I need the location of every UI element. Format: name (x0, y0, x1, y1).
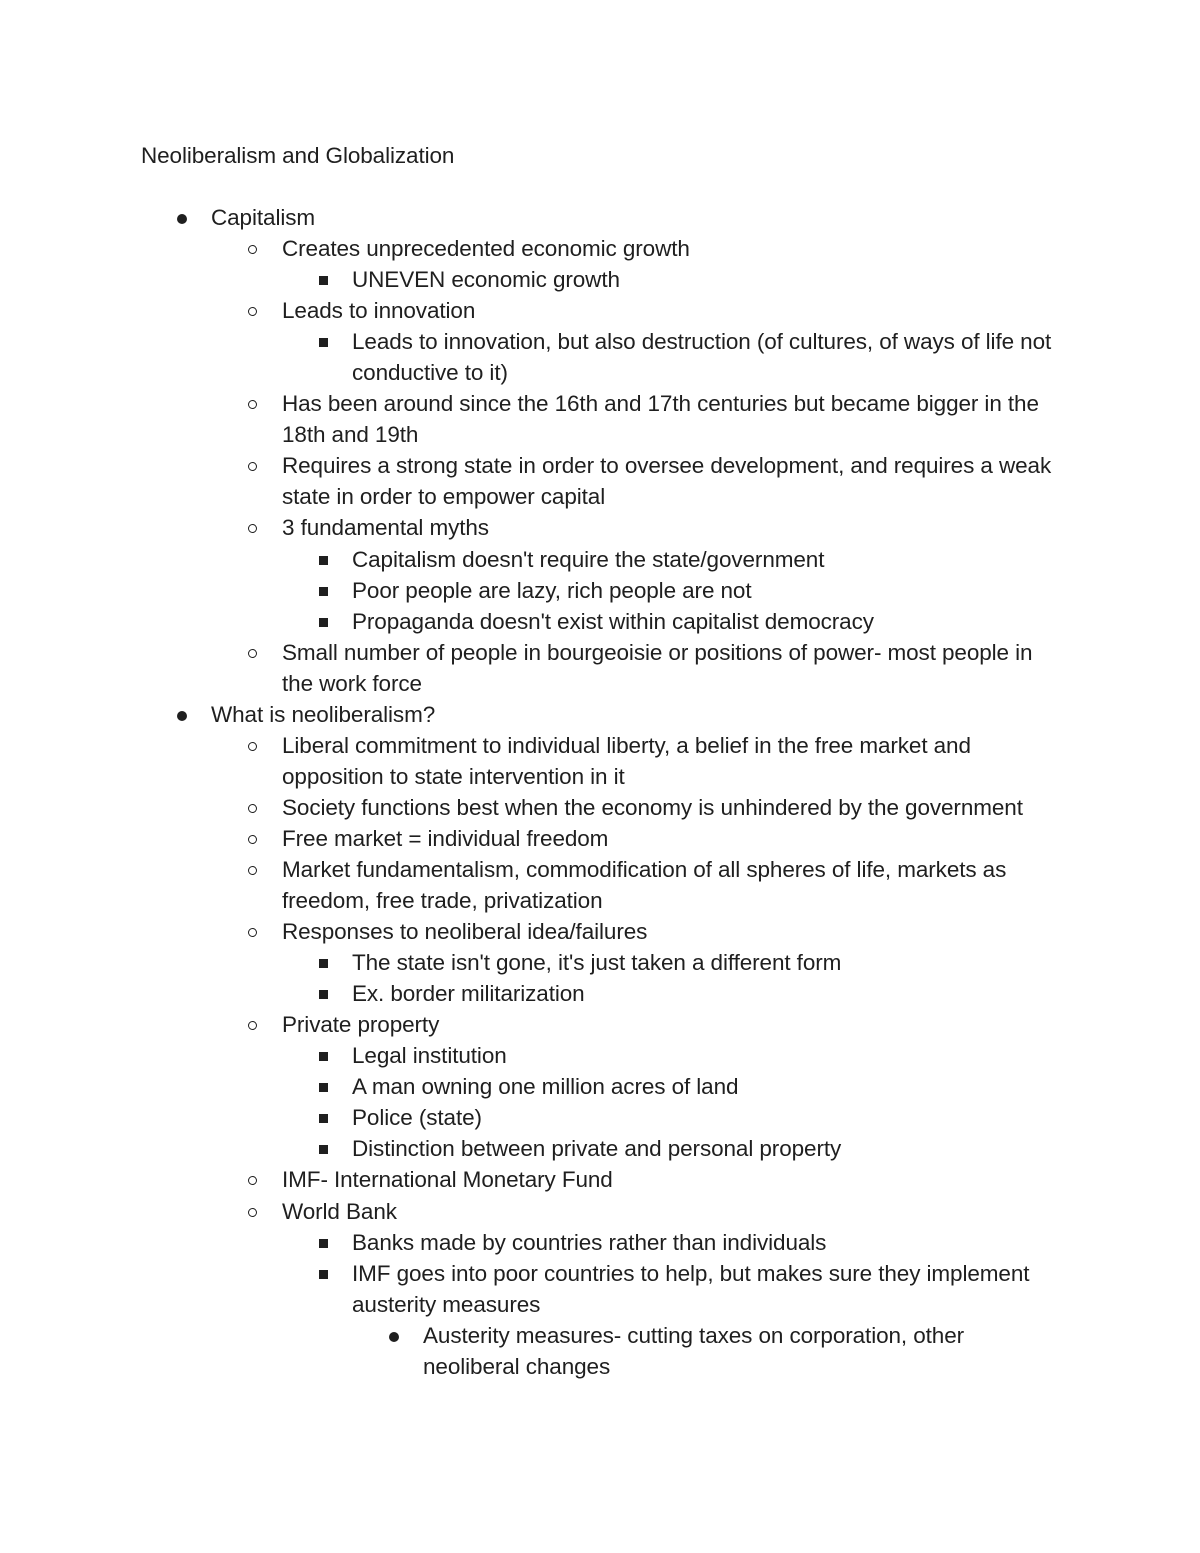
outline-item-level-2 (0, 512, 1200, 543)
outline-item-level-4 (0, 1320, 1200, 1382)
outline-item-level-3 (0, 1102, 1200, 1133)
bullet-outline (0, 202, 1200, 1382)
outline-item-text: Liberal commitment to individual liberty, a belief in the free market and opposition to state intervention in it (282, 732, 971, 789)
outline-item-level-2 (0, 730, 1200, 792)
outline-item-text: Market fundamentalism, commodification of all spheres of life, markets as freedom, free trade, privatization (282, 856, 1007, 914)
outline-item-text: The state isn't gone, it's just taken a different form (352, 950, 842, 976)
outline-item-level-3 (0, 1258, 1200, 1320)
outline-item-level-3 (0, 1071, 1200, 1102)
outline-item-level-2 (0, 233, 1200, 264)
outline-item-text: Small number of people in bourgeoisie or positions of power- most people in the work force (282, 639, 1033, 696)
outline-item-text: Leads to innovation (282, 298, 476, 324)
outline-item-text: Austerity measures- cutting taxes on corporation, other neoliberal changes (423, 1322, 965, 1379)
outline-item-text: Poor people are lazy, rich people are not (352, 577, 752, 603)
outline-item-level-2 (0, 637, 1200, 699)
outline-item-level-3 (0, 1227, 1200, 1258)
document-title: Neoliberalism and Globalization (141, 143, 455, 168)
outline-item-text: Propaganda doesn't exist within capitalist democracy (352, 608, 874, 634)
outline-item-level-3 (0, 326, 1200, 388)
outline-item-text: Police (state) (352, 1105, 482, 1131)
outline-item-level-1 (0, 202, 1200, 233)
outline-item-level-2 (0, 854, 1200, 916)
outline-item-level-2 (0, 295, 1200, 326)
outline-item-level-3 (0, 947, 1200, 978)
outline-item-text: Responses to neoliberal idea/failures (282, 919, 648, 945)
outline-item-text: Capitalism doesn't require the state/government (352, 546, 825, 572)
outline-item-text: Requires a strong state in order to oversee development, and requires a weak state in order to empower capital (282, 453, 1052, 510)
outline-item-text: IMF- International Monetary Fund (282, 1167, 613, 1193)
outline-item-text: Legal institution (352, 1043, 507, 1069)
outline-item-level-1 (0, 699, 1200, 730)
outline-item-text: Society functions best when the economy is unhindered by the government (282, 794, 1023, 820)
outline-item-level-2 (0, 823, 1200, 854)
outline-item-level-2 (0, 1009, 1200, 1040)
outline-item-text: What is neoliberalism? (211, 701, 436, 727)
outline-item-text: World Bank (282, 1198, 397, 1224)
outline-item-text: Banks made by countries rather than individuals (352, 1229, 827, 1255)
outline-item-text: Distinction between private and personal property (352, 1136, 842, 1162)
outline-item-level-2 (0, 1196, 1200, 1227)
outline-item-level-3 (0, 606, 1200, 637)
outline-item-text: Creates unprecedented economic growth (282, 236, 690, 262)
outline-item-text: UNEVEN economic growth (352, 267, 620, 293)
outline-item-level-3 (0, 264, 1200, 295)
outline-item-text: Private property (282, 1012, 440, 1038)
outline-item-text: IMF goes into poor countries to help, but makes sure they implement austerity measures (352, 1260, 1030, 1317)
outline-item-level-3 (0, 1133, 1200, 1164)
outline-item-level-3 (0, 978, 1200, 1009)
outline-item-level-3 (0, 575, 1200, 606)
outline-item-text: Free market = individual freedom (282, 825, 609, 851)
outline-item-text: 3 fundamental myths (282, 515, 489, 541)
outline-item-level-2 (0, 388, 1200, 450)
outline-item-level-2 (0, 916, 1200, 947)
outline-item-text: Leads to innovation, but also destruction (of cultures, of ways of life not conductive to it) (352, 329, 1052, 386)
outline-item-text: Has been around since the 16th and 17th centuries but became bigger in the 18th and 19th (282, 391, 1039, 448)
outline-item-text: Capitalism (211, 205, 316, 230)
outline-item-level-2 (0, 1164, 1200, 1195)
outline-item-text: Ex. border militarization (352, 981, 585, 1007)
outline-item-level-3 (0, 544, 1200, 575)
outline-item-text: A man owning one million acres of land (352, 1074, 739, 1100)
outline-item-level-2 (0, 792, 1200, 823)
outline-item-level-2 (0, 450, 1200, 512)
outline-item-level-3 (0, 1040, 1200, 1071)
